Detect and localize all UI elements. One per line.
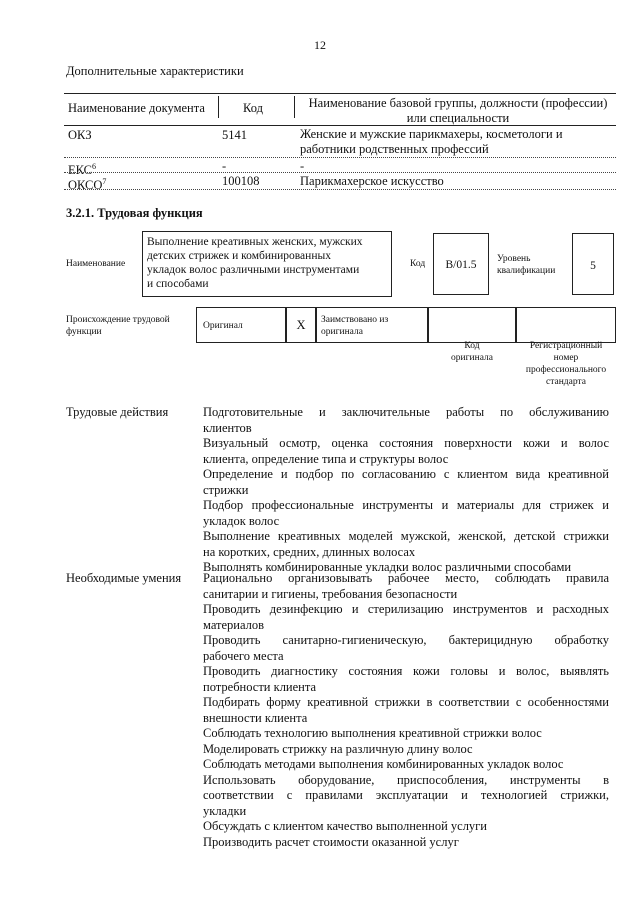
text-line: клиентов [203, 420, 252, 435]
text-line: рабочего места [203, 648, 284, 663]
text-line: Выполнение креативных моделей мужской, женской, детской стрижки [203, 529, 609, 543]
row-code: 100108 [222, 174, 260, 188]
origin-label-line2: функции [66, 327, 102, 337]
code-label: Код [410, 259, 426, 269]
function-name-line: детских стрижек и комбинированных [147, 250, 331, 262]
text-line: Подготовительные и заключительные работы по обслуживанию [203, 405, 609, 419]
function-name-line: и способами [147, 278, 209, 290]
header-code: Код [243, 101, 263, 115]
text-line: санитарии и гигиены, требования безопасности [203, 586, 458, 601]
required-skills-label: Необходимые умения [66, 571, 182, 585]
text-line: на коротких, средних, длинных волосах [203, 544, 416, 559]
text-line: укладок волос [203, 513, 280, 528]
table-row-border [64, 157, 616, 158]
table-header-border [64, 125, 616, 126]
row-code: - [222, 159, 227, 173]
function-name-line: укладок волос различными инструментами [147, 264, 360, 276]
original-code-label-line1: Код [464, 341, 480, 351]
text-line: материалов [203, 617, 265, 632]
table-row-border [64, 172, 616, 173]
text-line: Визуальный осмотр, оценка состояния поверхности кожи и волос [203, 436, 609, 450]
text-line: Определение и подбор по согласованию с клиентом вида креативной [203, 467, 609, 481]
function-name-label: Наименование [66, 259, 126, 269]
text-line: Проводить санитарно-гигиеническую, бактерицидную обработку [203, 633, 609, 647]
text-line: Обсуждать с клиентом качество выполненной услуги [203, 819, 487, 833]
text-line: Производить расчет стоимости оказанной услуг [203, 834, 459, 849]
registration-cell [516, 307, 616, 343]
table-top-border [64, 93, 616, 94]
header-group-name-line2: или специальности [406, 111, 510, 125]
row-document: ОКСО$^7$ [68, 177, 107, 193]
origin-label-line1: Происхождение трудовой [66, 315, 170, 325]
text-line: соответствии с правилами эксплуатации и технологией стрижки, [203, 788, 609, 802]
text-line: стрижки [203, 482, 249, 497]
header-document-name: Наименование документа [68, 101, 205, 115]
row-name-line1: Женские и мужские парикмахеры, косметологи и [300, 127, 563, 141]
row-name-line1: Парикмахерское искусство [300, 174, 444, 188]
level-label-line2: квалификации [497, 266, 556, 276]
text-line: Соблюдать методами выполнения комбинированных укладок волос [203, 757, 564, 771]
text-line: Рационально организовывать рабочее место, соблюдать правила [203, 571, 609, 585]
function-code: B/01.5 [445, 259, 477, 271]
labor-actions-label: Трудовые действия [66, 405, 169, 419]
section-title: 3.2.1. Трудовая функция [66, 206, 203, 220]
qualification-level: 5 [590, 260, 596, 272]
original-label: Оригинал [203, 321, 243, 331]
row-document: ЕКС$^6$ [68, 162, 96, 178]
original-code-cell [428, 307, 516, 343]
function-name-line: Выполнение креативных женских, мужских [147, 236, 363, 248]
registration-number-label: стандарта [546, 377, 586, 387]
row-document: ОКЗ [68, 128, 92, 142]
level-label-line1: Уровень [497, 254, 531, 264]
header-group-name-line1: Наименование базовой группы, должности (профессии) [308, 96, 608, 110]
text-line: Проводить диагностику состояния кожи головы и волос, выявлять [203, 664, 609, 678]
text-line: Подбор профессиональные инструменты и материалы для стрижек и [203, 498, 609, 512]
text-line: потребности клиента [203, 679, 317, 694]
row-code: 5141 [222, 128, 247, 142]
required-skills-list [203, 571, 609, 850]
registration-number-label: профессионального [525, 365, 607, 375]
table-divider [218, 96, 219, 118]
text-line: Соблюдать технологию выполнения креативной стрижки волос [203, 726, 542, 740]
original-mark: X [296, 318, 306, 332]
text-line: внешности клиента [203, 710, 308, 725]
registration-number-label: номер [553, 353, 579, 363]
page-number: 12 [314, 38, 326, 52]
registration-number-label: Регистрационный [529, 341, 603, 351]
labor-actions-list [203, 405, 609, 576]
text-line: Использовать оборудование, приспособления, инструменты в [203, 772, 609, 787]
borrowed-label-line2: оригинала [321, 327, 363, 337]
text-line: укладки [203, 803, 247, 818]
borrowed-label-line1: Заимствовано из [321, 315, 389, 325]
text-line: клиента, определение типа и структуры волос [203, 451, 449, 466]
additional-characteristics-title: Дополнительные характеристики [66, 64, 244, 78]
original-code-label-line2: оригинала [451, 353, 493, 363]
text-line: Моделировать стрижку на различную длину волос [203, 741, 473, 756]
row-name-line2: работники родственных профессий [300, 142, 489, 156]
text-line: Проводить дезинфекцию и стерилизацию инструментов и расходных [203, 602, 609, 616]
text-line: Подбирать форму креативной стрижки в соответствии с особенностями [203, 695, 609, 709]
table-divider [294, 96, 295, 118]
table-bottom-border [64, 189, 616, 190]
row-name-line1: - [300, 159, 305, 173]
text-line: Выполнять комбинированные укладки волос различными способами [203, 560, 572, 574]
